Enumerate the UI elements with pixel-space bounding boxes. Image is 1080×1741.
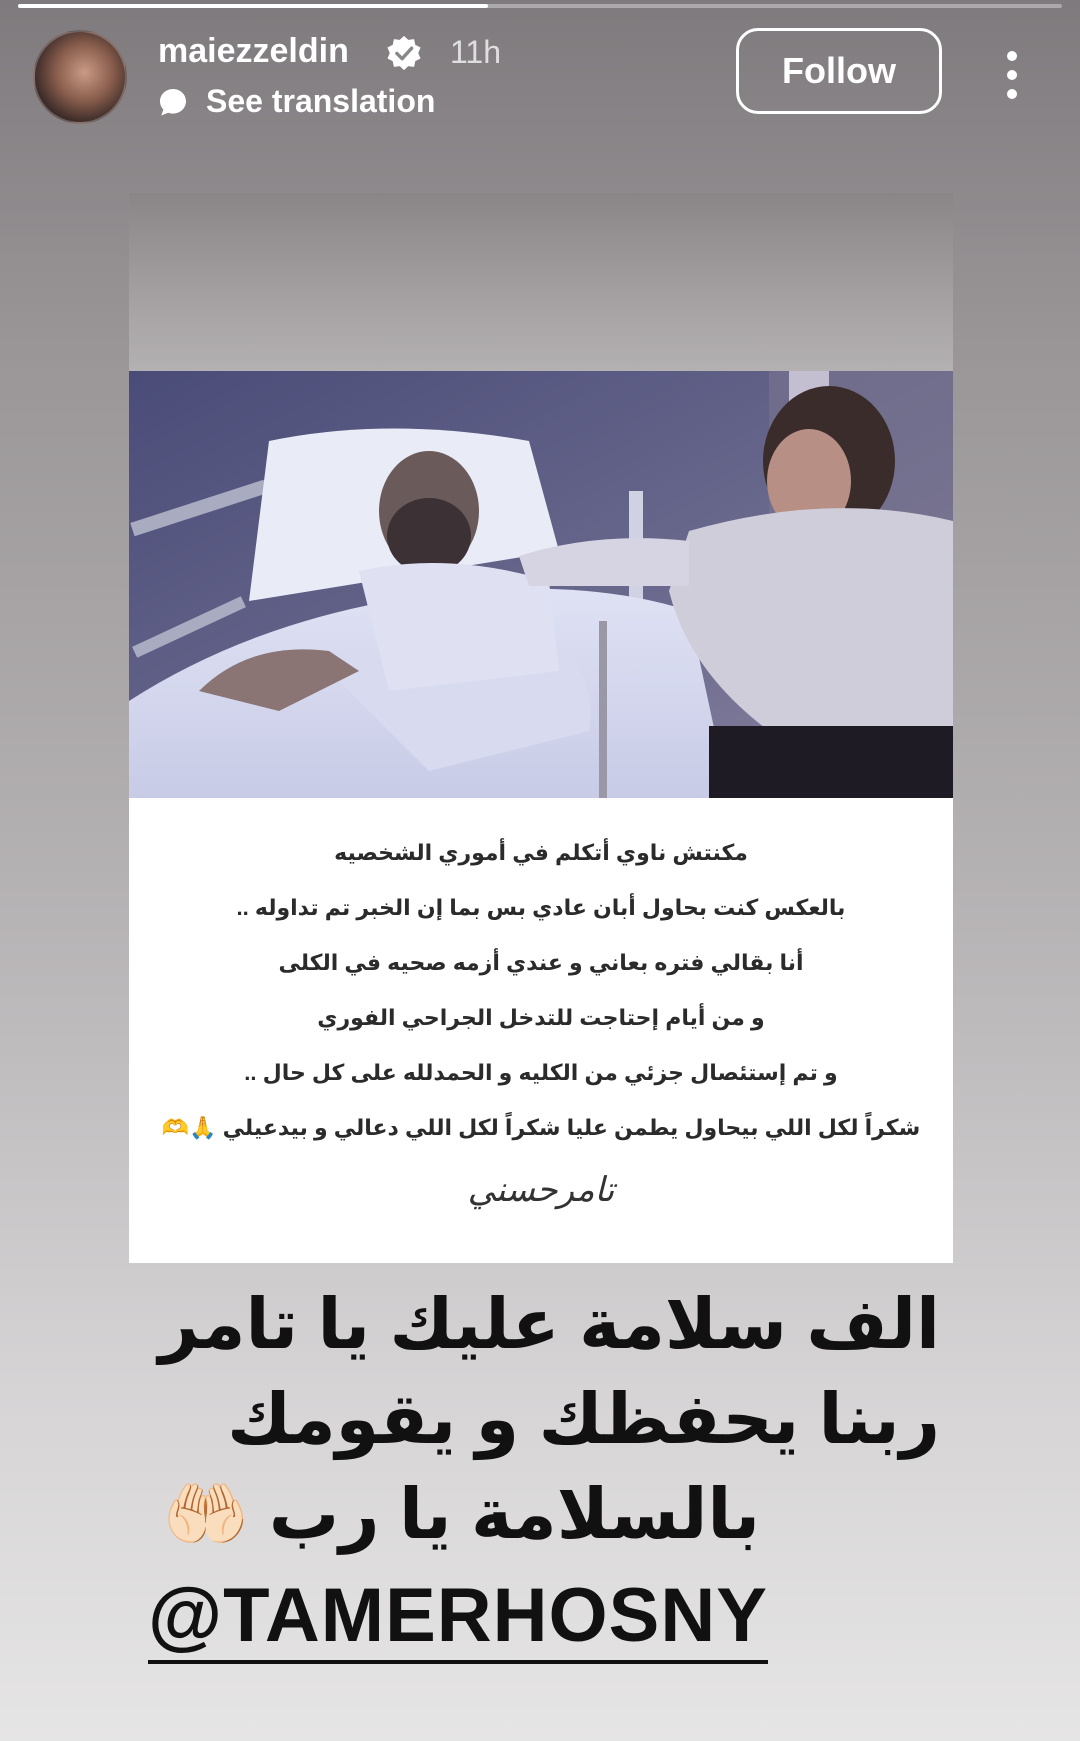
caption-line: ربنا يحفظك و يقومك xyxy=(227,1380,940,1458)
statement-line: و تم إستئصال جزئي من الكليه و الحمدلله على كل حال .. xyxy=(244,1060,838,1085)
post-top-blur xyxy=(129,193,953,371)
hospital-photo xyxy=(129,371,953,798)
statement-line: أنا بقالي فتره بعاني و عندي أزمه صحيه في الكلى xyxy=(278,950,804,975)
statement-line: مكنتش ناوي أتكلم في أموري الشخصيه xyxy=(334,840,748,865)
follow-button[interactable]: Follow xyxy=(736,28,942,114)
see-translation-button[interactable] xyxy=(158,83,435,120)
statement-card xyxy=(129,798,953,1263)
avatar[interactable] xyxy=(33,30,127,124)
post-time: 11h xyxy=(450,34,502,70)
mention-link[interactable]: @TAMERHOSNY xyxy=(148,1578,768,1664)
statement-line: شكراً لكل اللي بيحاول يطمن عليا شكراً لكل اللي دعالي و بيدعيلي 🙏🫶 xyxy=(161,1115,921,1140)
username[interactable]: maiezzeldin xyxy=(158,32,349,70)
statement-line: و من أيام إحتاجت للتدخل الجراحي الفوري xyxy=(317,1005,765,1030)
see-translation-label: See translation xyxy=(206,83,436,119)
signature: تامرحسني xyxy=(467,1170,615,1210)
caption-line: الف سلامة عليك يا تامر xyxy=(158,1285,940,1363)
caption-line: بالسلامة يا رب 🤲🏻 xyxy=(162,1475,760,1553)
statement-line: بالعكس كنت بحاول أبان عادي بس بما إن الخبر تم تداوله .. xyxy=(236,895,846,920)
more-options-icon[interactable] xyxy=(998,48,1026,102)
translate-bubble-icon xyxy=(158,87,188,117)
story-header xyxy=(0,0,1080,130)
verified-badge-icon xyxy=(385,34,423,72)
shared-post xyxy=(129,193,953,1263)
